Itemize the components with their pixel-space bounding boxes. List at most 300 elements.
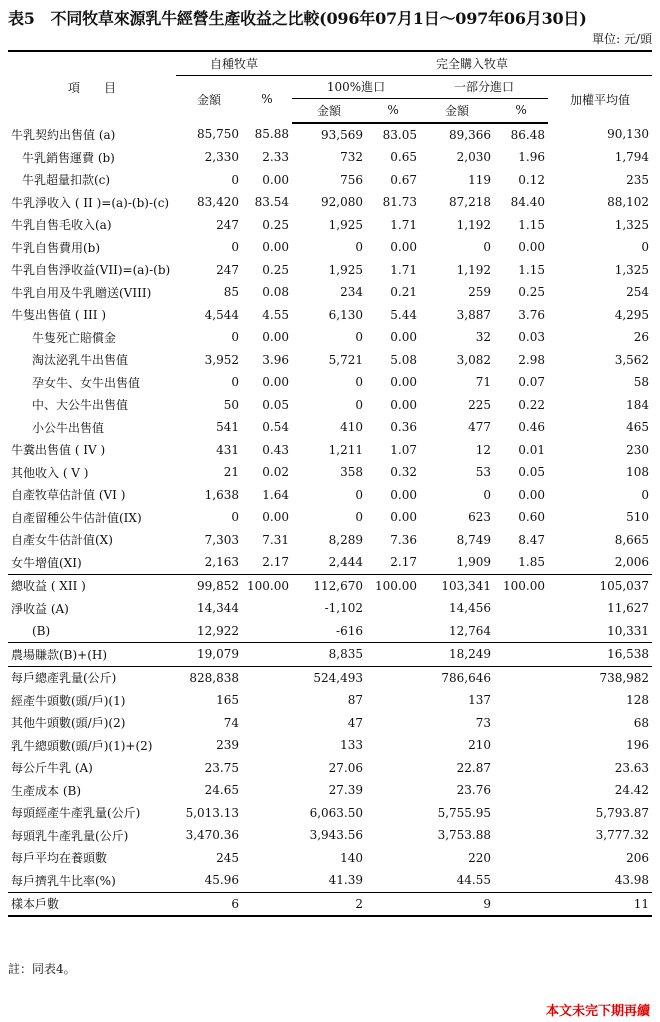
pct-cell: 0.22: [518, 397, 546, 412]
value-cell: 23.75: [204, 760, 239, 775]
value-cell: 2,006: [614, 555, 650, 570]
pct-cell: [366, 779, 420, 802]
header-pct: %: [261, 92, 273, 106]
value-cell: 14,344: [197, 601, 239, 616]
table-row: [8, 439, 652, 462]
value-cell: 18,249: [420, 643, 494, 667]
value-cell: 165: [216, 693, 239, 708]
row-label: 每頭乳牛產乳量(公斤): [11, 828, 129, 843]
row-label: 每戶平均在養頭數: [11, 851, 108, 866]
value-cell: 623: [468, 510, 492, 525]
table-row: [8, 597, 652, 620]
table-row: [8, 643, 652, 667]
pct-cell: [242, 620, 292, 643]
value-cell: 24.42: [614, 783, 650, 798]
value-cell: 0: [231, 172, 239, 187]
table-row: [8, 259, 652, 282]
row-label: 牛乳自售費用(b): [11, 240, 101, 255]
pct-cell: [494, 847, 548, 870]
value-cell: 732: [340, 150, 364, 165]
pct-cell: 81.73: [382, 195, 418, 210]
value-cell: 11: [548, 892, 652, 916]
value-cell: 88,102: [607, 195, 650, 210]
row-label: 牛隻出售值 ( III ): [11, 308, 107, 323]
table-row: [8, 574, 652, 597]
value-cell: 1,192: [456, 262, 492, 277]
value-cell: 1,211: [328, 442, 364, 457]
pct-cell: [366, 597, 420, 620]
value-cell: 510: [626, 510, 650, 525]
header-import100: 100%進口: [292, 75, 420, 99]
value-cell: 410: [340, 420, 364, 435]
value-cell: 206: [626, 850, 650, 865]
pct-cell: 85.88: [254, 127, 290, 142]
row-label: 淨收益 (A): [11, 601, 69, 616]
unit-label: 單位: 元/頭: [592, 32, 652, 46]
pct-cell: 0.60: [518, 510, 546, 525]
pct-cell: 0.07: [518, 375, 546, 390]
pct-cell: 2.33: [262, 150, 290, 165]
pct-cell: 0.46: [518, 420, 546, 435]
value-cell: 2,330: [204, 150, 239, 165]
pct-cell: [494, 620, 548, 643]
value-cell: 14,456: [449, 601, 492, 616]
pct-cell: [242, 869, 292, 892]
value-cell: 2: [292, 892, 366, 916]
value-cell: 26: [633, 330, 650, 345]
row-label: 農場賺款(B)+(H): [8, 643, 176, 667]
pct-cell: [242, 712, 292, 735]
value-cell: 71: [475, 375, 492, 390]
pct-cell: [242, 779, 292, 802]
pct-cell: 0.25: [262, 262, 290, 277]
pct-cell: 2.17: [262, 555, 290, 570]
pct-cell: [242, 757, 292, 780]
table-row: [8, 847, 652, 870]
pct-cell: 7.31: [262, 532, 290, 547]
row-label: 生產成本 (B): [11, 783, 81, 798]
pct-cell: [494, 643, 548, 667]
pct-cell: [242, 824, 292, 847]
header-self-grass: 自種牧草: [176, 51, 292, 75]
value-cell: 247: [216, 262, 239, 277]
value-cell: 105,037: [548, 574, 652, 597]
row-label: 總收益 ( XII ): [8, 574, 176, 597]
pct-cell: [242, 734, 292, 757]
value-cell: 2,030: [456, 150, 492, 165]
pct-cell: 100.00: [366, 574, 420, 597]
value-cell: 99,852: [176, 574, 242, 597]
value-cell: 254: [626, 285, 650, 300]
value-cell: 133: [340, 738, 364, 753]
value-cell: 220: [468, 850, 492, 865]
value-cell: 4,295: [614, 307, 650, 322]
row-label: 牛乳自售毛收入(a): [11, 218, 112, 233]
value-cell: 43.98: [614, 873, 650, 888]
value-cell: 44.55: [456, 873, 492, 888]
pct-cell: [366, 712, 420, 735]
value-cell: 27.39: [328, 783, 364, 798]
value-cell: 41.39: [328, 873, 364, 888]
pct-cell: 0.00: [518, 487, 546, 502]
header-purchased: 完全購入牧草: [292, 51, 652, 75]
row-label: 牛乳自用及牛乳贈送(VIII): [11, 285, 152, 300]
pct-cell: 1.07: [390, 442, 418, 457]
header-amount: 金額: [292, 99, 366, 123]
table-row: [8, 416, 652, 439]
value-cell: 1,192: [456, 217, 492, 232]
table-body: [8, 123, 652, 917]
row-label: 牛乳淨收入 ( II )=(a)-(b)-(c): [11, 195, 170, 210]
value-cell: 2,444: [328, 555, 364, 570]
value-cell: 1,909: [456, 555, 492, 570]
table-row: [8, 666, 652, 689]
pct-cell: [366, 689, 420, 712]
value-cell: 2,163: [204, 555, 239, 570]
row-label: 牛乳超量扣款(c): [22, 173, 111, 188]
pct-cell: 1.96: [518, 150, 546, 165]
table-row: [8, 461, 652, 484]
pct-cell: [366, 620, 420, 643]
value-cell: 23.76: [456, 783, 492, 798]
value-cell: 184: [626, 397, 650, 412]
pct-cell: 0.21: [390, 285, 418, 300]
pct-cell: [366, 869, 420, 892]
value-cell: 230: [626, 442, 650, 457]
row-label: 其他牛頭數(頭/戶)(2): [11, 716, 126, 731]
pct-cell: 1.15: [518, 262, 546, 277]
table-row: [8, 146, 652, 169]
pct-cell: [494, 757, 548, 780]
pct-cell: 3.76: [518, 307, 546, 322]
value-cell: 1,325: [614, 262, 650, 277]
pct-cell: 86.48: [510, 127, 546, 142]
pct-cell: 8.47: [518, 532, 546, 547]
row-label: 牛乳自售淨收益(VII)=(a)-(b): [11, 263, 171, 278]
pct-cell: [366, 824, 420, 847]
pct-cell: 2.17: [390, 555, 418, 570]
value-cell: 0: [355, 240, 364, 255]
table-row: [8, 169, 652, 192]
value-cell: 3,082: [456, 352, 492, 367]
table-row: [8, 371, 652, 394]
row-label: 牛糞出售值 ( IV ): [11, 443, 106, 458]
row-label: 每戶總產乳量(公斤): [8, 666, 176, 689]
value-cell: 103,341: [420, 574, 494, 597]
row-label: 其他收入 ( V ): [11, 465, 89, 480]
value-cell: 247: [216, 217, 239, 232]
value-cell: 93,569: [321, 127, 364, 142]
table-row: [8, 394, 652, 417]
pct-cell: [366, 757, 420, 780]
value-cell: 3,777.32: [595, 828, 650, 843]
pct-cell: [366, 666, 420, 689]
pct-cell: 5.44: [390, 307, 418, 322]
table-row: [8, 191, 652, 214]
header-item: 項 目: [8, 51, 176, 123]
row-label: 自產留種公牛估計值(IX): [11, 510, 142, 525]
pct-cell: [366, 802, 420, 825]
row-label: 中、大公牛出售值: [32, 398, 129, 413]
value-cell: 0: [231, 240, 239, 255]
pct-cell: [494, 666, 548, 689]
value-cell: 12: [475, 442, 492, 457]
value-cell: 235: [626, 172, 650, 187]
table-row: [8, 757, 652, 780]
pct-cell: 5.08: [390, 352, 418, 367]
value-cell: 0: [355, 397, 364, 412]
table-row: [8, 304, 652, 327]
pct-cell: 0.00: [390, 240, 418, 255]
value-cell: 73: [475, 715, 492, 730]
row-label: 樣本戶數: [8, 892, 176, 916]
pct-cell: [494, 689, 548, 712]
pct-cell: 7.36: [390, 532, 418, 547]
pct-cell: [366, 643, 420, 667]
value-cell: 68: [633, 715, 650, 730]
value-cell: 0: [483, 487, 492, 502]
value-cell: 6,130: [328, 307, 364, 322]
value-cell: 0: [231, 375, 239, 390]
pct-cell: 83.54: [254, 195, 290, 210]
pct-cell: [242, 847, 292, 870]
row-label: 每頭經產牛產乳量(公斤): [11, 806, 141, 821]
header-amount: 金額: [420, 99, 494, 123]
value-cell: 5,013.13: [185, 805, 239, 820]
table-row: [8, 712, 652, 735]
pct-cell: 0.25: [518, 285, 546, 300]
row-label: 乳牛總頭數(頭/戶)(1)+(2): [11, 738, 153, 753]
value-cell: 0: [641, 487, 650, 502]
table-row: [8, 349, 652, 372]
footnote: 註：同表4。: [8, 962, 76, 976]
pct-cell: [494, 892, 548, 916]
value-cell: 1,325: [614, 217, 650, 232]
value-cell: 541: [216, 420, 239, 435]
value-cell: 11,627: [607, 601, 650, 616]
pct-cell: [242, 666, 292, 689]
value-cell: 21: [223, 465, 239, 480]
value-cell: 89,366: [449, 127, 492, 142]
value-cell: 24.65: [204, 783, 239, 798]
pct-cell: 0.00: [390, 375, 418, 390]
value-cell: 738,982: [548, 666, 652, 689]
value-cell: 465: [626, 420, 650, 435]
pct-cell: 0.43: [262, 442, 290, 457]
value-cell: 83,420: [197, 195, 239, 210]
value-cell: 47: [347, 715, 364, 730]
table-row: [8, 529, 652, 552]
pct-cell: 100.00: [242, 574, 292, 597]
value-cell: 0: [355, 510, 364, 525]
pct-cell: 3.96: [262, 352, 290, 367]
value-cell: 5,793.87: [595, 805, 650, 820]
row-label: 每公斤牛乳 (A): [11, 761, 93, 776]
pct-cell: [494, 734, 548, 757]
pct-cell: 4.55: [262, 307, 290, 322]
value-cell: 1,925: [328, 217, 364, 232]
value-cell: 45.96: [204, 873, 239, 888]
pct-cell: 0.00: [390, 510, 418, 525]
table-row: [8, 506, 652, 529]
header-pct: %: [494, 99, 548, 123]
value-cell: 3,887: [456, 307, 492, 322]
value-cell: 9: [420, 892, 494, 916]
table-row: [8, 892, 652, 916]
pct-cell: [242, 802, 292, 825]
value-cell: 8,749: [456, 532, 492, 547]
row-label: (B): [32, 623, 51, 638]
value-cell: 524,493: [292, 666, 366, 689]
pct-cell: 0.00: [262, 330, 290, 345]
value-cell: 8,289: [328, 532, 364, 547]
value-cell: 1,794: [614, 150, 650, 165]
table-row: [8, 236, 652, 259]
value-cell: 1,638: [204, 487, 239, 502]
header-partial-import: 一部分進口: [420, 75, 548, 99]
table-row: [8, 779, 652, 802]
pct-cell: [366, 892, 420, 916]
value-cell: 23.63: [614, 760, 650, 775]
pct-cell: 0.05: [518, 465, 546, 480]
table-row: [8, 484, 652, 507]
table-row: [8, 551, 652, 574]
value-cell: 0: [355, 375, 364, 390]
comparison-table: [8, 50, 652, 917]
value-cell: 1,925: [328, 262, 364, 277]
pct-cell: 0.54: [262, 420, 290, 435]
value-cell: 8,835: [292, 643, 366, 667]
pct-cell: 83.05: [382, 127, 418, 142]
row-label: 經產牛頭數(頭/戶)(1): [11, 693, 126, 708]
value-cell: 5,721: [328, 352, 364, 367]
value-cell: 431: [216, 442, 239, 457]
value-cell: 756: [340, 172, 364, 187]
value-cell: 6: [176, 892, 242, 916]
value-cell: 3,470.36: [185, 828, 239, 843]
header-weighted-avg: 加權平均值: [570, 92, 631, 107]
value-cell: 19,079: [176, 643, 242, 667]
pct-cell: [494, 779, 548, 802]
value-cell: 90,130: [607, 127, 650, 142]
value-cell: 0: [231, 330, 239, 345]
value-cell: 53: [475, 465, 492, 480]
pct-cell: [242, 597, 292, 620]
row-label: 自產女牛估計值(X): [11, 533, 113, 548]
value-cell: 358: [340, 465, 364, 480]
pct-cell: 0.65: [390, 150, 418, 165]
pct-cell: 0.05: [262, 397, 290, 412]
table-row: [8, 281, 652, 304]
value-cell: 108: [626, 465, 650, 480]
row-label: 小公牛出售值: [32, 420, 105, 435]
table-row: [8, 326, 652, 349]
value-cell: 210: [468, 738, 492, 753]
value-cell: 92,080: [321, 195, 364, 210]
row-label: 孕女牛、女牛出售值: [32, 375, 141, 390]
pct-cell: 0.00: [390, 330, 418, 345]
value-cell: 3,562: [614, 352, 650, 367]
value-cell: 27.06: [328, 760, 364, 775]
value-cell: 6,063.50: [309, 805, 364, 820]
value-cell: 119: [468, 172, 492, 187]
table-row: [8, 802, 652, 825]
pct-cell: 0.00: [262, 240, 290, 255]
value-cell: 3,753.88: [437, 828, 492, 843]
row-label: 女牛增值(XI): [11, 555, 82, 570]
value-cell: 112,670: [292, 574, 366, 597]
pct-cell: [494, 597, 548, 620]
row-label: 牛隻死亡賠償金: [32, 330, 117, 345]
header-pct: %: [366, 99, 420, 123]
value-cell: 12,922: [197, 623, 239, 638]
pct-cell: [494, 824, 548, 847]
pct-cell: 0.00: [390, 487, 418, 502]
pct-cell: 0.00: [262, 172, 290, 187]
row-label: 自產牧草估計值 (VI ): [11, 488, 126, 503]
value-cell: 477: [468, 420, 492, 435]
pct-cell: [494, 869, 548, 892]
pct-cell: 0.67: [390, 172, 418, 187]
row-label: 淘汰泌乳牛出售值: [32, 353, 129, 368]
value-cell: 8,665: [614, 532, 650, 547]
pct-cell: 1.85: [518, 555, 546, 570]
value-cell: -1,102: [324, 601, 364, 616]
row-label: 牛乳銷售運費 (b): [22, 150, 115, 165]
pct-cell: 0.00: [262, 510, 290, 525]
row-label: 每戶擠乳牛比率(%): [11, 873, 116, 888]
pct-cell: 0.12: [518, 172, 546, 187]
table-row: [8, 123, 652, 147]
value-cell: 16,538: [548, 643, 652, 667]
value-cell: 245: [216, 850, 239, 865]
pct-cell: 0.01: [518, 442, 546, 457]
table-row: [8, 689, 652, 712]
value-cell: 4,544: [204, 307, 239, 322]
value-cell: 828,838: [176, 666, 242, 689]
pct-cell: 1.71: [390, 262, 418, 277]
value-cell: 239: [216, 738, 239, 753]
pct-cell: 0.00: [390, 397, 418, 412]
value-cell: 140: [340, 850, 364, 865]
table-row: [8, 824, 652, 847]
pct-cell: 2.98: [518, 352, 546, 367]
value-cell: 87: [347, 693, 364, 708]
pct-cell: 0.00: [518, 240, 546, 255]
value-cell: 0: [483, 240, 492, 255]
value-cell: -616: [336, 623, 364, 638]
value-cell: 10,331: [607, 623, 650, 638]
pct-cell: [494, 802, 548, 825]
value-cell: 0: [641, 240, 650, 255]
row-label: 牛乳契約出售值 (a): [11, 127, 116, 142]
header-amount: 金額: [196, 92, 221, 107]
value-cell: 786,646: [420, 666, 494, 689]
pct-cell: [366, 734, 420, 757]
pct-cell: 0.00: [262, 375, 290, 390]
value-cell: 128: [626, 693, 650, 708]
continued-notice: 本文未完下期再續: [545, 1004, 650, 1019]
value-cell: 3,943.56: [309, 828, 364, 843]
value-cell: 3,952: [204, 352, 239, 367]
pct-cell: 0.03: [518, 330, 546, 345]
value-cell: 87,218: [449, 195, 492, 210]
pct-cell: [242, 892, 292, 916]
value-cell: 196: [626, 738, 650, 753]
value-cell: 7,303: [204, 532, 239, 547]
value-cell: 50: [223, 397, 239, 412]
pct-cell: [366, 847, 420, 870]
